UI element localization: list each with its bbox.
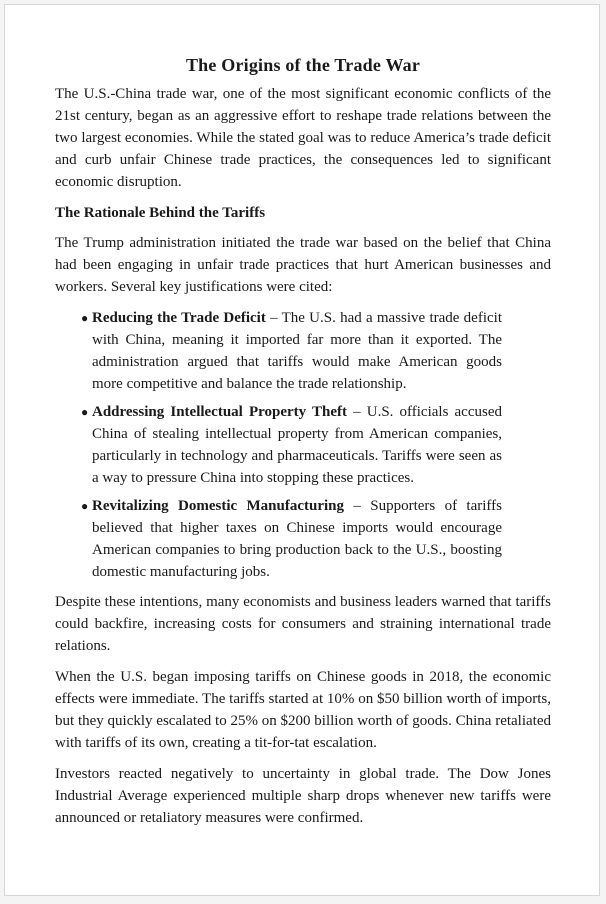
page-title: The Origins of the Trade War <box>185 55 421 75</box>
document-body <box>55 53 551 838</box>
list-item <box>81 307 502 395</box>
list-item-term: Addressing Intellectual Property Theft <box>92 404 348 420</box>
body-paragraph: Despite these intentions, many economists and business leaders warned that tariffs could backfire, increasing costs for consumers and straining international trade relations. <box>55 594 551 654</box>
bullet-icon: ● <box>81 499 89 513</box>
bullet-icon: ● <box>81 405 89 419</box>
list-item <box>81 401 502 489</box>
body-paragraph: When the U.S. began imposing tariffs on Chinese goods in 2018, the economic effects were immediate. The tariffs started at 10% on $50 billion worth of imports, but they quickly escalated to 25% on $200 billion worth of goods. China retaliated with tariffs of its own, creating a tit-for-tat escalation. <box>55 669 551 751</box>
section-heading: The Rationale Behind the Tariffs <box>55 205 266 221</box>
list-item-term: Reducing the Trade Deficit <box>92 310 266 326</box>
document-page <box>4 4 600 896</box>
intro-paragraph: The U.S.-China trade war, one of the most significant economic conflicts of the 21st century, began as an aggressive effort to reshape trade relations between the two largest economies. While the stated goal was to reduce America’s trade deficit and curb unfair Chinese trade practices, the consequences led to significant economic disruption. <box>55 86 551 190</box>
list-item <box>81 495 502 583</box>
list-item-text: – Supporters of tariffs believed that higher taxes on Chinese imports would encourage American companies to bring production back to the U.S., boosting domestic manufacturing jobs. <box>92 498 502 580</box>
list-item-term: Revitalizing Domestic Manufacturing <box>92 498 345 514</box>
list-item-text: – The U.S. had a massive trade deficit with China, meaning it imported far more than it exported. The administration argued that tariffs would make American goods more competitive and balance the trade relationship. <box>92 310 502 392</box>
body-paragraph: Investors reacted negatively to uncertainty in global trade. The Dow Jones Industrial Average experienced multiple sharp drops whenever new tariffs were announced or retaliatory measures were confirmed. <box>55 766 551 826</box>
justification-list <box>55 307 551 583</box>
bullet-icon: ● <box>81 311 89 325</box>
section-intro-paragraph: The Trump administration initiated the trade war based on the belief that China had been engaging in unfair trade practices that hurt American businesses and workers. Several key justifications were cited: <box>55 235 551 295</box>
list-item-text: – U.S. officials accused China of stealing intellectual property from American companies, particularly in technology and pharmaceuticals. Tariffs were seen as a way to pressure China into stopping these practices. <box>92 404 502 486</box>
